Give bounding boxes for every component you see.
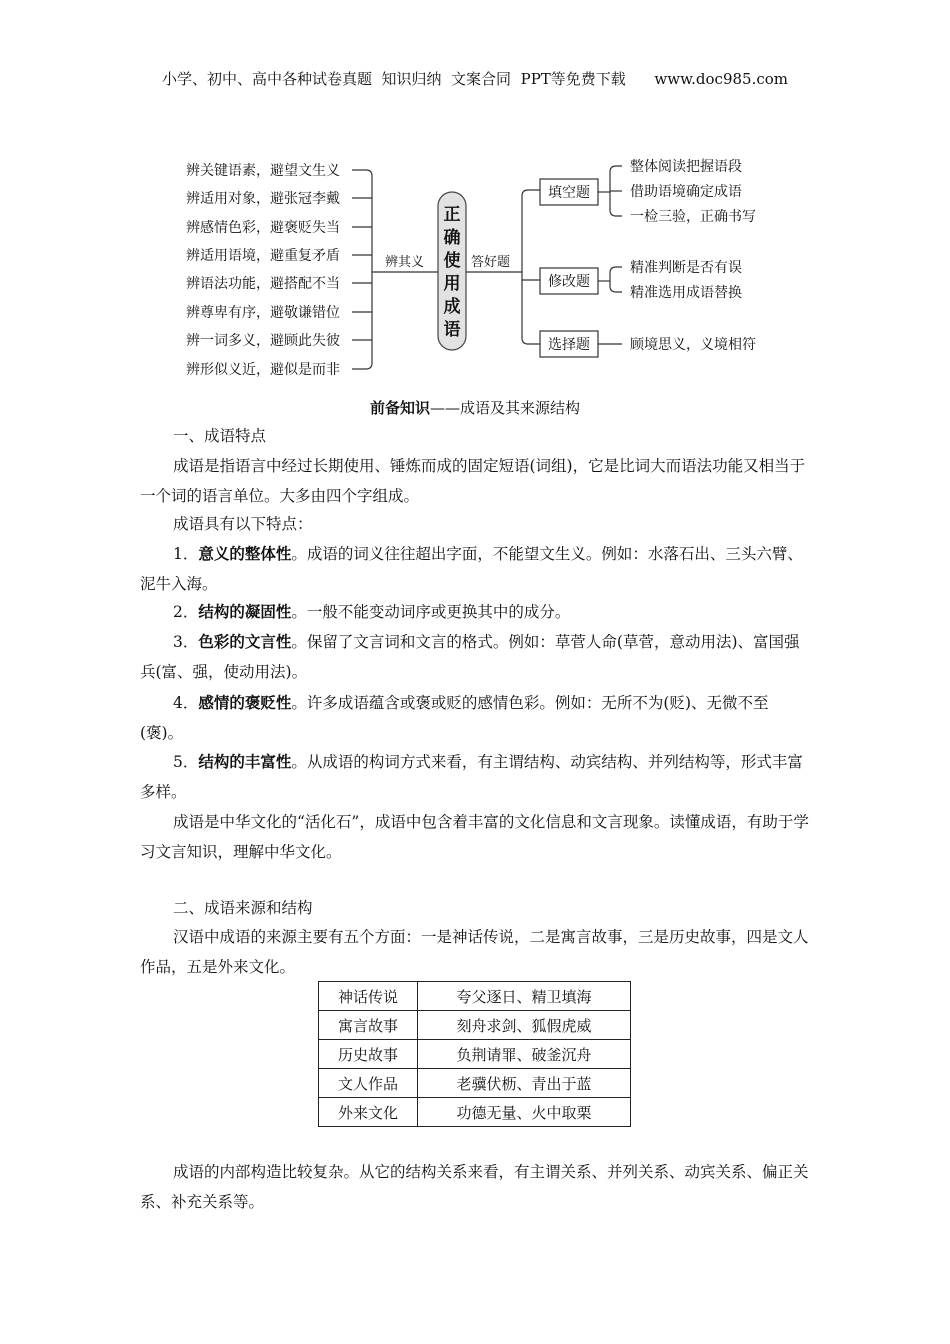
branch-item: 整体阅读把握语段 <box>630 159 742 175</box>
branch-item: 精准选用成语替换 <box>630 285 742 301</box>
header-text: 小学、初中、高中各种试卷真题 知识归纳 文案合同 PPT等免费下载 <box>161 70 626 88</box>
right-label: 答好题 <box>471 255 511 270</box>
table-row: 文人作品 老骥伏枥、青出于蓝 <box>319 1069 631 1098</box>
left-item: 辨感情色彩，避褒贬失当 <box>186 220 340 236</box>
source-table <box>318 981 631 1127</box>
feature-item: 3．色彩的文言性。保留了文言词和文言的格式。例如：草菅人命(草菅，意动用法)、富国强兵(富、强，使动用法)。 <box>140 632 800 681</box>
left-item: 辨一词多义，避顾此失彼 <box>186 333 340 349</box>
section1-heading: 一、成语特点 <box>173 427 267 445</box>
center-char: 确 <box>443 228 461 248</box>
title-bold: 前备知识 <box>369 399 430 417</box>
table-row: 历史故事 负荆请罪、破釜沉舟 <box>319 1040 631 1069</box>
left-item: 辨适用语境，避重复矛盾 <box>186 248 340 264</box>
branch-label: 填空题 <box>548 185 590 201</box>
branch-item: 顾境思义，义境相符 <box>630 337 756 353</box>
section2-heading: 二、成语来源和结构 <box>173 899 313 917</box>
section2-intro: 汉语中成语的来源主要有五个方面：一是神话传说，二是寓言故事，三是历史故事，四是文人作品，五是外来文化。 <box>140 928 809 976</box>
table-row: 外来文化 功德无量、火中取栗 <box>319 1098 631 1127</box>
left-item: 辨语法功能，避搭配不当 <box>186 276 340 292</box>
branch-label: 修改题 <box>548 274 590 290</box>
feature-item: 5．结构的丰富性。从成语的构词方式来看，有主谓结构、动宾结构、并列结构等，形式丰富多样。 <box>140 752 803 801</box>
feature-item: 1．意义的整体性。成语的词义往往超出字面，不能望文生义。例如：水落石出、三头六臂、泥牛入海。 <box>140 544 803 593</box>
left-label: 辨其义 <box>385 255 425 270</box>
center-char: 正 <box>443 205 461 225</box>
table-row: 寓言故事 刻舟求剑、狐假虎威 <box>319 1011 631 1040</box>
branch-item: 借助语境确定成语 <box>630 184 742 200</box>
section1-closing: 成语是中华文化的“活化石”，成语中包含着丰富的文化信息和文言现象。读懂成语，有助于学习文言知识，理解中华文化。 <box>140 813 809 861</box>
table-row: 神话传说 夸父逐日、精卫填海 <box>319 982 631 1011</box>
center-char: 成 <box>443 297 461 317</box>
center-char: 使 <box>443 251 461 271</box>
left-item: 辨关键语素，避望文生义 <box>186 163 340 179</box>
branch-label: 选择题 <box>548 337 590 353</box>
mind-map <box>0 140 950 390</box>
center-char: 语 <box>443 320 461 340</box>
branch-item: 精准判断是否有误 <box>630 260 742 276</box>
header-url[interactable]: www.doc985.com <box>654 70 788 88</box>
page-header <box>0 68 950 89</box>
branch-item: 一检三验，正确书写 <box>630 209 756 225</box>
left-item: 辨尊卑有序，避敬谦错位 <box>186 305 340 321</box>
section1-intro: 成语是指语言中经过长期使用、锤炼而成的固定短语(词组)，它是比词大而语法功能又相当于一个词的语言单位。大多由四个字组成。 <box>140 457 806 505</box>
left-item: 辨适用对象，避张冠李戴 <box>186 191 340 207</box>
feature-item: 4．感情的褒贬性。许多成语蕴含或褒或贬的感情色彩。例如：无所不为(贬)、无微不至(褒)。 <box>140 693 769 742</box>
section-title <box>0 397 950 418</box>
center-char: 用 <box>443 274 461 294</box>
section1-lead: 成语具有以下特点： <box>173 515 313 533</box>
title-rest: ——成语及其来源结构 <box>430 399 581 417</box>
feature-item: 2．结构的凝固性。一般不能变动词序或更换其中的成分。 <box>173 602 571 621</box>
left-item: 辨形似义近，避似是而非 <box>186 362 340 378</box>
section2-structure: 成语的内部构造比较复杂。从它的结构关系来看，有主谓关系、并列关系、动宾关系、偏正关系、补充关系等。 <box>140 1163 809 1211</box>
